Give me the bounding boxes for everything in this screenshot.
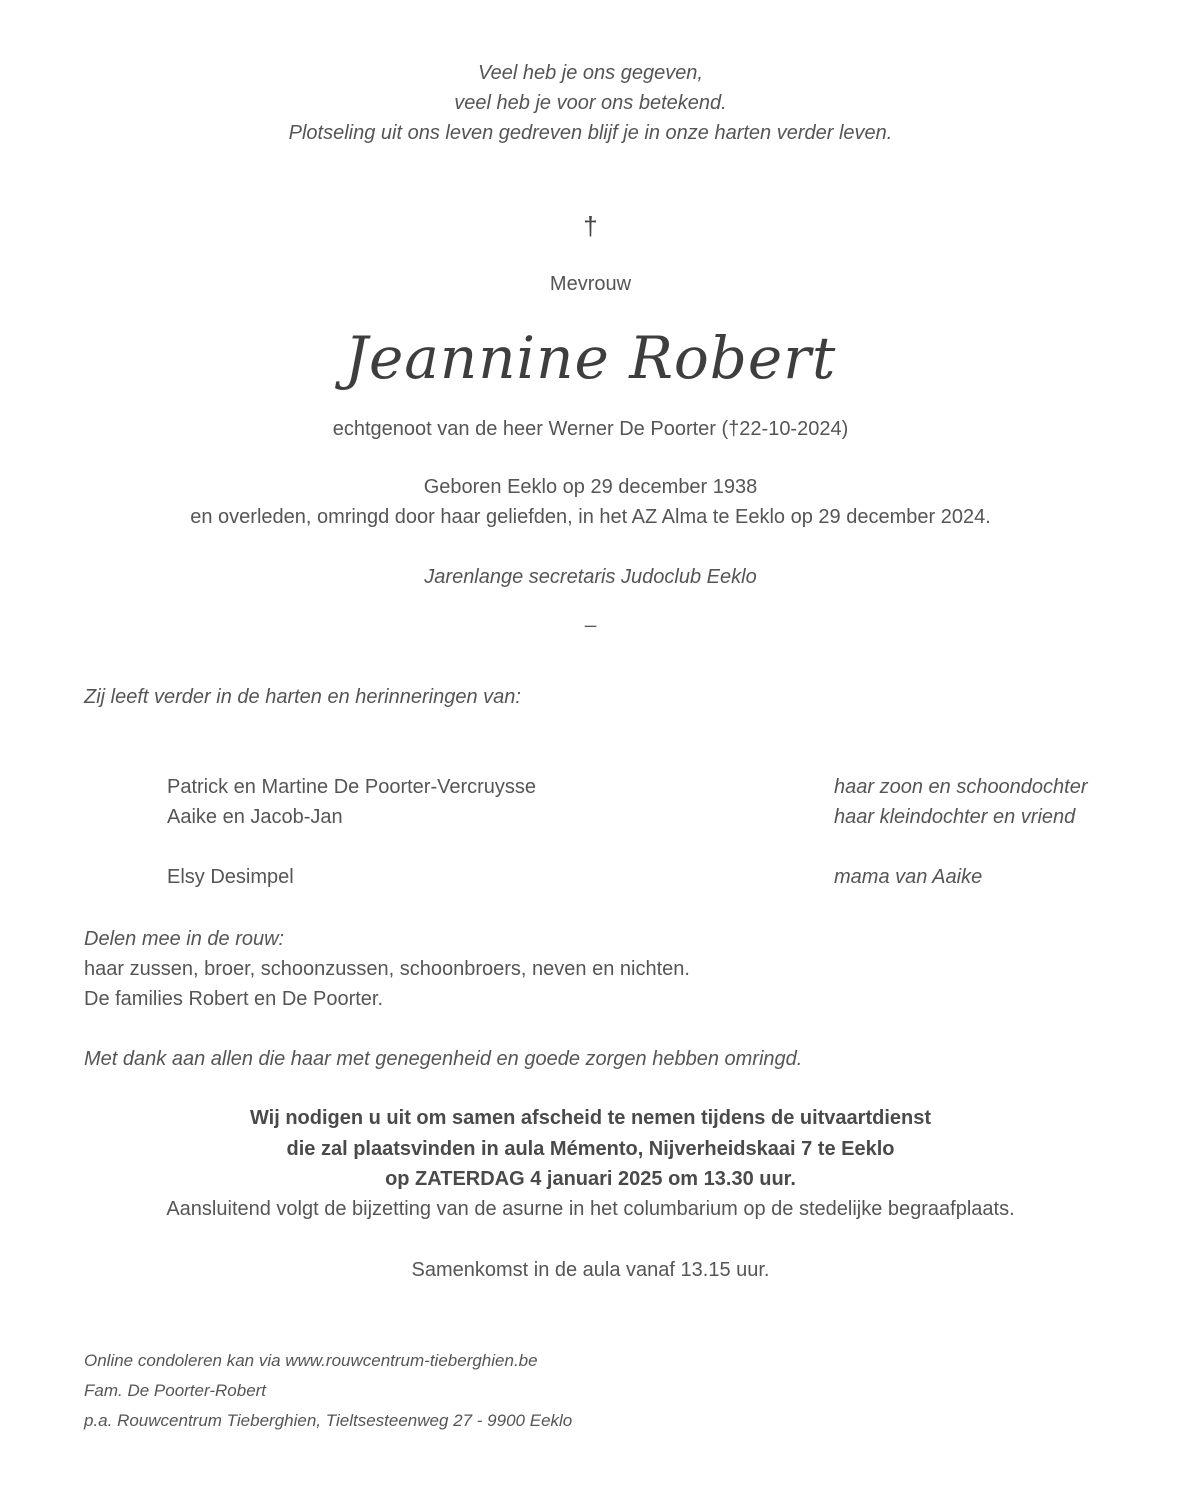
relative-name: Patrick en Martine De Poorter-Vercruysse xyxy=(167,776,537,798)
honorific-title: Mevrouw xyxy=(549,273,632,295)
spouse-line: echtgenoot van de heer Werner De Poorter (†22-10-2024) xyxy=(332,418,849,440)
cross-icon: † xyxy=(583,211,598,241)
mourning-heading: Delen mee in de rouw: xyxy=(84,928,285,950)
poem-line: Veel heb je ons gegeven, xyxy=(478,62,703,84)
relative-name: Aaike en Jacob-Jan xyxy=(167,806,343,828)
memorial-poem xyxy=(0,58,1181,148)
separator: _ xyxy=(584,606,597,628)
death-line: en overleden, omringd door haar geliefden, in het AZ Alma te Eeklo op 29 december 2024. xyxy=(190,506,991,528)
relative-role: mama van Aaike xyxy=(834,866,983,888)
after-service-line: Aansluitend volgt de bijzetting van de asurne in het columbarium op de stedelijke begraafplaats. xyxy=(166,1198,1015,1220)
club-line: Jarenlange secretaris Judoclub Eeklo xyxy=(424,566,757,588)
footer-family-line: Fam. De Poorter-Robert xyxy=(84,1381,267,1400)
footer-address-line: p.a. Rouwcentrum Tieberghien, Tieltsesteenweg 27 - 9900 Eeklo xyxy=(84,1411,573,1430)
footer-condolence-line: Online condoleren kan via www.rouwcentrum-tieberghien.be xyxy=(84,1351,538,1370)
poem-line: Plotseling uit ons leven gedreven blijf je in onze harten verder leven. xyxy=(288,122,893,144)
relatives-intro: Zij leeft verder in de harten en herinneringen van: xyxy=(84,686,521,708)
relative-role: haar kleindochter en vriend xyxy=(834,806,1076,828)
gathering-line: Samenkomst in de aula vanaf 13.15 uur. xyxy=(411,1259,770,1281)
poem-line: veel heb je voor ons betekend. xyxy=(454,92,727,114)
mourning-line: haar zussen, broer, schoonzussen, schoonbroers, neven en nichten. xyxy=(84,958,690,980)
birth-line: Geboren Eeklo op 29 december 1938 xyxy=(423,476,758,498)
relative-name: Elsy Desimpel xyxy=(167,866,294,888)
thanks-line: Met dank aan allen die haar met genegenheid en goede zorgen hebben omringd. xyxy=(84,1048,803,1070)
invitation-line: op ZATERDAG 4 januari 2025 om 13.30 uur. xyxy=(385,1168,796,1190)
deceased-name: Jeannine Robert xyxy=(344,324,837,392)
invitation-line: die zal plaatsvinden in aula Mémento, Nijverheidskaai 7 te Eeklo xyxy=(286,1138,895,1160)
invitation-line: Wij nodigen u uit om samen afscheid te nemen tijdens de uitvaartdienst xyxy=(249,1107,932,1129)
relative-role: haar zoon en schoondochter xyxy=(834,776,1088,798)
mourning-line: De families Robert en De Poorter. xyxy=(84,988,384,1010)
